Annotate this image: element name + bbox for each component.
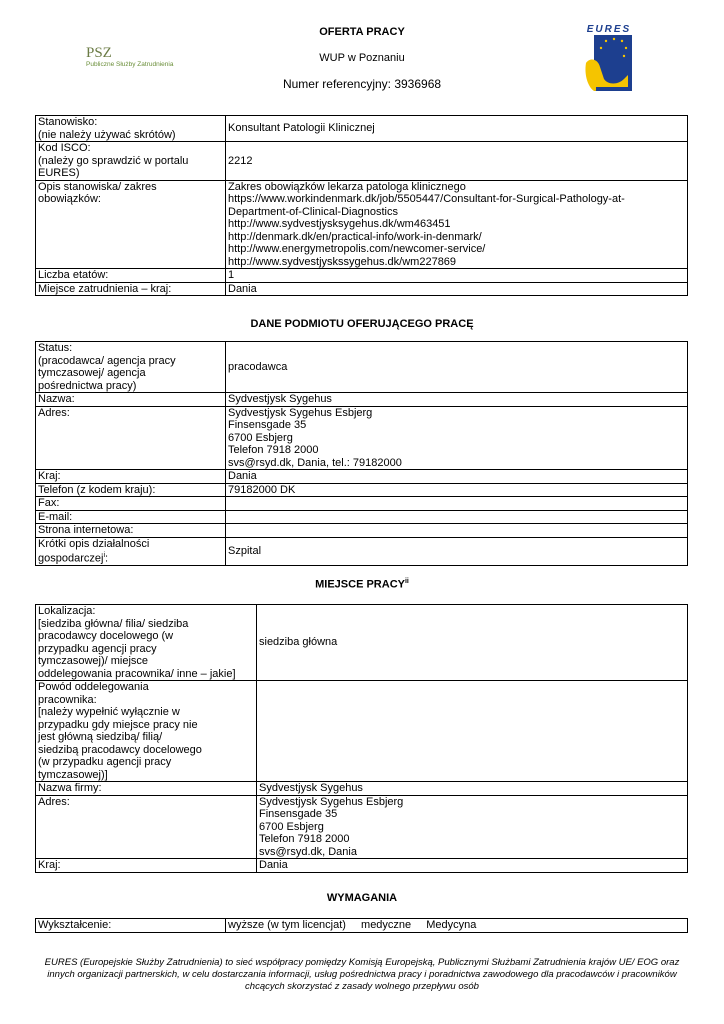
footnote-marker: i: [103, 552, 105, 559]
employer-country-value: Dania: [226, 470, 688, 484]
status-label: Status: (pracodawca/ agencja pracy tymczasowej/ agencja pośrednictwa pracy): [36, 342, 226, 393]
table-row: [36, 116, 688, 142]
company-name-value: Sydvestjysk Sygehus: [257, 782, 688, 796]
table-row: [36, 510, 688, 524]
isco-code-label: Kod ISCO: (należy go sprawdzić w portalu EURES): [36, 142, 226, 181]
workplace-section-title-text: MIEJSCE PRACY: [315, 578, 405, 591]
business-description-label: [36, 537, 226, 566]
phone-label: Telefon (z kodem kraju):: [36, 483, 226, 497]
table-row: [36, 483, 688, 497]
employer-section-title: DANE PODMIOTU OFERUJĄCEGO PRACĘ: [250, 318, 474, 330]
job-description-label: Opis stanowiska/ zakres obowiązków:: [36, 180, 226, 269]
positions-count-label: Liczba etatów:: [36, 269, 226, 283]
website-label: Strona internetowa:: [36, 524, 226, 538]
location-label: Lokalizacja: [siedziba główna/ filia/ siedziba pracodawcy docelowego (w przypadku agencji pracy tymczasowej)/ miejsce oddelegowania pracownika/ inne – jakie]: [36, 605, 257, 681]
table-row: [36, 681, 688, 782]
table-row: [36, 524, 688, 538]
phone-value: 79182000 DK: [226, 483, 688, 497]
footnote-marker: ii: [404, 578, 409, 585]
location-value: siedziba główna: [257, 605, 688, 681]
employment-country-value: Dania: [226, 282, 688, 296]
table-row: [36, 393, 688, 407]
eures-logo-text: EURES: [586, 24, 632, 35]
isco-code-value: 2212: [226, 142, 688, 181]
education-level: wyższe (w tym licencjat): [228, 919, 346, 931]
table-row: [36, 142, 688, 181]
reference-number: Numer referencyjny: 3936968: [282, 77, 442, 91]
table-row: [36, 497, 688, 511]
table-row: [36, 470, 688, 484]
fax-value: [226, 497, 688, 511]
employment-country-label: Miejsce zatrudnienia – kraj:: [36, 282, 226, 296]
business-description-label-colon: :: [105, 552, 109, 565]
workplace-section-title: [0, 578, 724, 591]
table-row: [36, 537, 688, 566]
delegation-reason-label: Powód oddelegowania pracownika: [należy wypełnić wyłącznie w przypadku gdy miejsce pracy nie jest główną siedzibą/ filią/ siedzibą pracodawcy docelowego (w przypadku agencji pracy tymczasowej)]: [36, 681, 257, 782]
workplace-address-value: Sydvestjysk Sygehus Esbjerg Finsensgade 35 6700 Esbjerg Telefon 7918 2000 svs@rsyd.dk, Dania: [257, 795, 688, 859]
psz-logo-full: Publiczne Służby Zatrudnienia: [86, 61, 174, 68]
workplace-country-value: Dania: [257, 859, 688, 873]
status-value: pracodawca: [226, 342, 688, 393]
table-row: [36, 282, 688, 296]
table-row: [36, 342, 688, 393]
position-label: Stanowisko: (nie należy używać skrótów): [36, 116, 226, 142]
employer-name-label: Nazwa:: [36, 393, 226, 407]
email-value: [226, 510, 688, 524]
document-title: OFERTA PRACY: [319, 26, 405, 38]
employer-name-value: Sydvestjysk Sygehus: [226, 393, 688, 407]
table-row: [36, 269, 688, 283]
education-value: [226, 919, 688, 933]
email-label: E-mail:: [36, 510, 226, 524]
employer-table: [35, 341, 688, 566]
fax-label: Fax:: [36, 497, 226, 511]
workplace-address-label: Adres:: [36, 795, 257, 859]
employer-country-label: Kraj:: [36, 470, 226, 484]
table-row: [36, 859, 688, 873]
company-name-label: Nazwa firmy:: [36, 782, 257, 796]
table-row: [36, 605, 688, 681]
table-row: [36, 406, 688, 470]
job-description-value: Zakres obowiązków lekarza patologa klinicznego https://www.workindenmark.dk/job/5505447/Consultant-for-Surgical-Pathology-at-Department-of-Clinical-Diagnostics http://www.sydvestjysksygehus.dk/wm463451 http://denmark.dk/en/practical-info/work-in-denmark/ http://www.energymetropolis.com/newcomer-service/ http://www.sydvestjyskssygehus.dk/wm227869: [226, 180, 688, 269]
education-field: Medycyna: [426, 919, 477, 931]
employer-address-value: Sydvestjysk Sygehus Esbjerg Finsensgade 35 6700 Esbjerg Telefon 7918 2000 svs@rsyd.dk, Dania, tel.: 79182000: [226, 406, 688, 470]
education-label: Wykształcenie:: [36, 919, 226, 933]
employer-address-label: Adres:: [36, 406, 226, 470]
workplace-country-label: Kraj:: [36, 859, 257, 873]
requirements-table: [35, 918, 688, 933]
table-row: [36, 180, 688, 269]
positions-count-value: 1: [226, 269, 688, 283]
table-row: [36, 782, 688, 796]
psz-logo-abbr: PSZ: [86, 45, 112, 61]
delegation-reason-value: [257, 681, 688, 782]
education-type: medyczne: [361, 919, 412, 931]
table-row: [36, 919, 688, 933]
business-description-label-text: Krótki opis działalności gospodarczej: [38, 537, 150, 565]
requirements-section-title: WYMAGANIA: [326, 892, 398, 904]
workplace-table: [35, 604, 688, 873]
table-row: [36, 795, 688, 859]
business-description-value: Szpital: [226, 537, 688, 566]
eures-footer-note: EURES (Europejskie Służby Zatrudnienia) to sieć współpracy pomiędzy Komisją Europejską, Publicznymi Służbami Zatrudnienia krajów UE/ EOG oraz innych organizacji partnerskich, w celu dostarczania informacji, usług pośrednictwa pracy i poradnictwa zawodowego dla pracodawców i pracowników chcących skorzystać z zasady wolnego przepływu osób: [44, 957, 680, 992]
website-value: [226, 524, 688, 538]
position-value: Konsultant Patologii Klinicznej: [226, 116, 688, 142]
office-name: WUP w Poznaniu: [319, 52, 405, 64]
job-details-table: [35, 115, 688, 296]
